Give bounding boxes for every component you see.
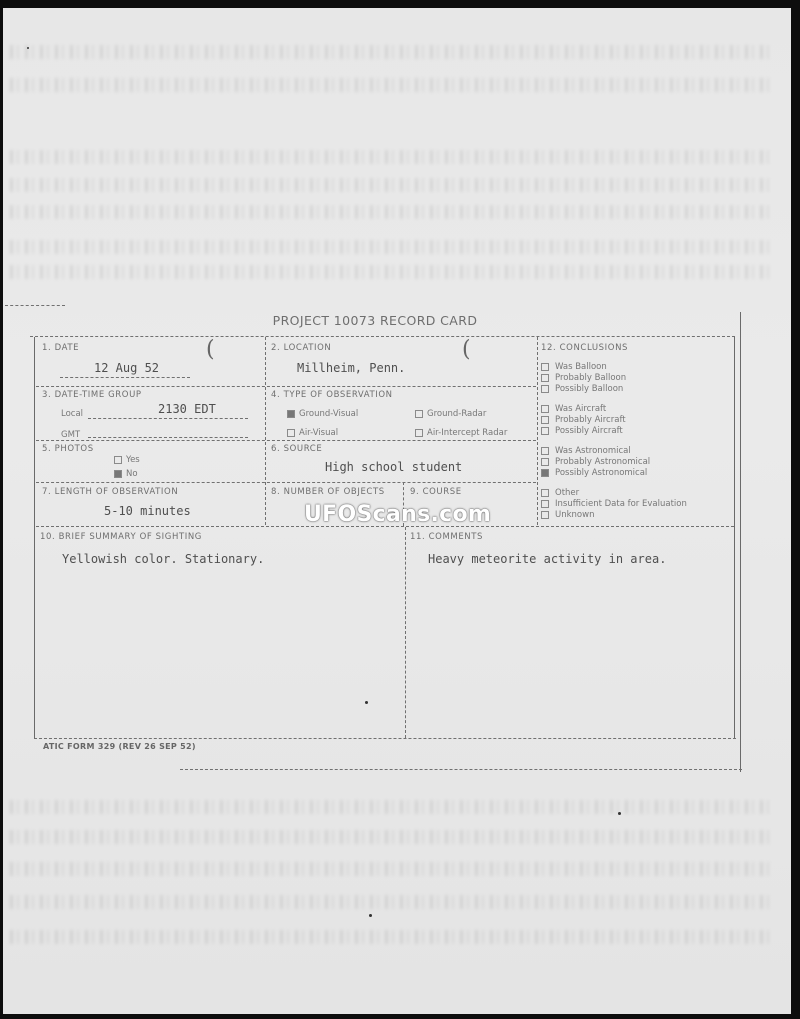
checkbox-icon	[415, 429, 423, 437]
comments-value: Heavy meteorite activity in area.	[428, 552, 667, 566]
date-value: 12 Aug 52	[94, 361, 160, 375]
row-divider	[36, 440, 536, 441]
option-label: Was Astronomical	[555, 446, 631, 456]
row-divider	[36, 386, 536, 387]
option-ground-radar	[415, 409, 486, 419]
date-time-group-label: 3. DATE-TIME GROUP	[42, 390, 142, 400]
option-label: Possibly Aircraft	[555, 426, 623, 436]
conclusion-was-astronomical	[541, 446, 631, 456]
paper-speck	[365, 701, 368, 704]
column-divider	[265, 337, 266, 525]
summary-comments-divider	[405, 527, 406, 738]
checkbox-icon	[541, 416, 549, 424]
option-label: Was Aircraft	[555, 404, 607, 414]
form-number: ATIC FORM 329 (REV 26 SEP 52)	[43, 742, 196, 751]
conclusion-probably-aircraft	[541, 415, 626, 425]
type-of-observation-label: 4. TYPE OF OBSERVATION	[271, 390, 393, 400]
conclusion-probably-balloon	[541, 373, 626, 383]
local-time-underline	[88, 418, 248, 419]
conclusion-probably-astronomical	[541, 457, 650, 467]
paper-speck	[618, 812, 621, 815]
length-of-observation-value: 5-10 minutes	[104, 504, 191, 518]
option-air-intercept-radar	[415, 428, 507, 438]
brief-summary-label: 10. BRIEF SUMMARY OF SIGHTING	[40, 532, 202, 542]
checked-box-icon	[287, 410, 295, 418]
checkbox-icon	[541, 363, 549, 371]
watermark: UFOScans.com	[304, 502, 492, 527]
option-air-visual	[287, 428, 338, 438]
hole-punch-mark: (	[462, 337, 471, 362]
form-left-border	[34, 337, 35, 739]
option-label: Was Balloon	[555, 362, 607, 372]
column-divider	[537, 337, 538, 525]
bleed-through-line	[10, 800, 770, 814]
conclusion-possibly-astronomical	[541, 468, 647, 478]
conclusion-possibly-aircraft	[541, 426, 623, 436]
row-divider	[36, 482, 536, 483]
checked-box-icon	[541, 469, 549, 477]
conclusions-label: 12. CONCLUSIONS	[541, 343, 629, 353]
option-label: Ground-Visual	[299, 409, 359, 419]
checkbox-icon	[541, 447, 549, 455]
gmt-underline	[88, 437, 248, 438]
gmt-label: GMT	[61, 430, 81, 440]
course-label: 9. COURSE	[410, 487, 462, 497]
card-title: PROJECT 10073 RECORD CARD	[272, 313, 478, 328]
checkbox-icon	[541, 500, 549, 508]
bleed-through-line	[10, 895, 770, 909]
local-time-label: Local	[61, 409, 84, 419]
bleed-through-line	[10, 150, 770, 164]
conclusion-other	[541, 488, 579, 498]
bleed-through-line	[10, 830, 770, 844]
bleed-through-line	[10, 240, 770, 254]
option-label: Probably Astronomical	[555, 457, 651, 467]
conclusion-insufficient-data	[541, 499, 687, 509]
form-bottom-border	[34, 738, 736, 739]
option-label: Ground-Radar	[427, 409, 487, 419]
checkbox-icon	[541, 374, 549, 382]
length-of-observation-label: 7. LENGTH OF OBSERVATION	[42, 487, 179, 497]
checked-box-icon	[114, 470, 122, 478]
checkbox-icon	[541, 489, 549, 497]
option-label: Air-Visual	[299, 428, 339, 438]
paper-speck	[27, 47, 29, 49]
location-label: 2. LOCATION	[271, 343, 332, 353]
option-label: Air-Intercept Radar	[427, 428, 508, 438]
option-label: No	[126, 469, 138, 479]
location-value: Millheim, Penn.	[297, 361, 406, 375]
bleed-through-line	[10, 265, 770, 279]
option-label: Other	[555, 488, 580, 498]
option-label: Probably Balloon	[555, 373, 627, 383]
bleed-through-line	[10, 178, 770, 192]
option-label: Probably Aircraft	[555, 415, 626, 425]
form-top-border	[30, 336, 735, 337]
option-label: Possibly Astronomical	[555, 468, 648, 478]
form-right-border	[734, 337, 735, 739]
option-ground-visual	[287, 409, 358, 419]
bleed-through-line	[10, 205, 770, 219]
checkbox-icon	[541, 385, 549, 393]
conclusion-possibly-balloon	[541, 384, 623, 394]
number-of-objects-label: 8. NUMBER OF OBJECTS	[271, 487, 385, 497]
option-label: Possibly Balloon	[555, 384, 624, 394]
checkbox-icon	[114, 456, 122, 464]
card-right-edge	[740, 312, 741, 772]
bleed-through-line	[10, 45, 770, 59]
paper-speck	[369, 914, 372, 917]
conclusion-unknown	[541, 510, 594, 520]
local-time-value: 2130 EDT	[158, 402, 216, 416]
card-edge-line	[5, 305, 65, 306]
conclusion-was-aircraft	[541, 404, 606, 414]
bleed-through-line	[10, 862, 770, 876]
card-bottom-edge	[180, 769, 742, 770]
conclusion-was-balloon	[541, 362, 607, 372]
date-underline	[60, 377, 190, 378]
date-label: 1. DATE	[42, 343, 80, 353]
brief-summary-value: Yellowish color. Stationary.	[62, 552, 265, 566]
source-value: High school student	[325, 460, 463, 474]
bleed-through-line	[10, 930, 770, 944]
checkbox-icon	[541, 405, 549, 413]
photos-label: 5. PHOTOS	[42, 444, 94, 454]
checkbox-icon	[415, 410, 423, 418]
photos-option-yes	[114, 455, 140, 465]
checkbox-icon	[541, 511, 549, 519]
photos-option-no	[114, 469, 138, 479]
checkbox-icon	[541, 427, 549, 435]
option-label: Insufficient Data for Evaluation	[555, 499, 687, 509]
checkbox-icon	[541, 458, 549, 466]
hole-punch-mark: (	[206, 337, 215, 362]
comments-label: 11. COMMENTS	[410, 532, 484, 542]
checkbox-icon	[287, 429, 295, 437]
option-label: Yes	[126, 455, 140, 465]
bleed-through-line	[10, 78, 770, 92]
option-label: Unknown	[555, 510, 595, 520]
source-label: 6. SOURCE	[271, 444, 323, 454]
